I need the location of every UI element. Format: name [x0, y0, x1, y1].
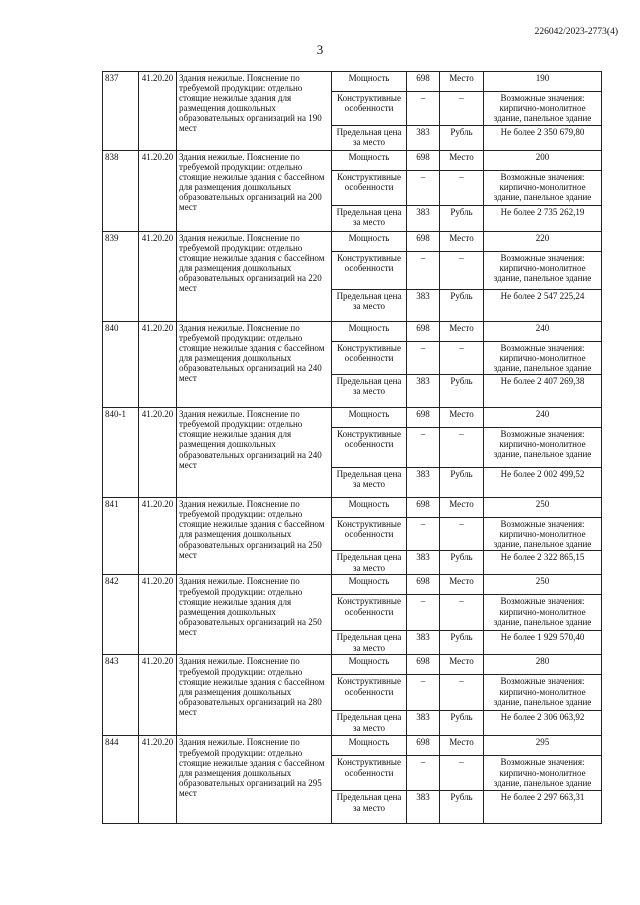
okpd-code: 41.20.20: [139, 322, 177, 408]
product-description: Здания нежилые. Пояснение по требуемой продукции: отдельно стоящие нежилые здания для размещения дошкольных образовательных организаций на 190 мест: [177, 72, 332, 151]
characteristic-value: Возможные значения: кирпично-монолитное здание, панельное здание: [484, 756, 602, 791]
product-description: Здания нежилые. Пояснение по требуемой продукции: отдельно стоящие нежилые здания с бассейном для размещения дошкольных образовательных организаций на 200 мест: [177, 151, 332, 232]
unit-name: –: [440, 171, 484, 206]
unit-name: –: [440, 675, 484, 711]
characteristic-name: Конструктивные особенности: [332, 171, 407, 206]
okei-code: 698: [407, 498, 440, 518]
characteristic-value: Не более 2 547 225,24: [484, 290, 602, 322]
unit-name: –: [440, 518, 484, 551]
characteristic-name: Предельная цена за место: [332, 711, 407, 736]
unit-name: Место: [440, 498, 484, 518]
characteristic-value: Не более 2 002 499,52: [484, 468, 602, 498]
unit-name: Место: [440, 151, 484, 171]
okei-code: –: [407, 171, 440, 206]
characteristic-name: Предельная цена за место: [332, 290, 407, 322]
characteristic-value: 240: [484, 408, 602, 428]
okei-code: 698: [407, 655, 440, 675]
okpd-code: 41.20.20: [139, 655, 177, 736]
characteristic-name: Мощность: [332, 232, 407, 252]
okei-code: 383: [407, 206, 440, 232]
okei-code: 698: [407, 232, 440, 252]
product-description: Здания нежилые. Пояснение по требуемой продукции: отдельно стоящие нежилые здания с бассейном для размещения дошкольных образовательных организаций на 250 мест: [177, 498, 332, 575]
unit-name: Рубль: [440, 631, 484, 655]
product-description: Здания нежилые. Пояснение по требуемой продукции: отдельно стоящие нежилые здания для размещения дошкольных образовательных организаций на 250 мест: [177, 575, 332, 655]
okei-code: 383: [407, 631, 440, 655]
characteristic-name: Предельная цена за место: [332, 206, 407, 232]
okpd-code: 41.20.20: [139, 151, 177, 232]
procurement-table: [102, 71, 602, 824]
okei-code: –: [407, 92, 440, 126]
product-description: Здания нежилые. Пояснение по требуемой продукции: отдельно стоящие нежилые здания для размещения дошкольных образовательных организаций на 240 мест: [177, 408, 332, 498]
okei-code: 383: [407, 468, 440, 498]
table-row: [103, 736, 602, 756]
okei-code: –: [407, 595, 440, 631]
okpd-code: 41.20.20: [139, 498, 177, 575]
characteristic-value: Не более 2 297 663,31: [484, 791, 602, 824]
characteristic-name: Мощность: [332, 736, 407, 756]
characteristic-value: Не более 2 306 063,92: [484, 711, 602, 736]
characteristic-value: Возможные значения: кирпично-монолитное здание, панельное здание: [484, 675, 602, 711]
characteristic-value: 295: [484, 736, 602, 756]
okei-code: 383: [407, 711, 440, 736]
table-row: [103, 655, 602, 675]
characteristic-name: Предельная цена за место: [332, 468, 407, 498]
okei-code: 383: [407, 791, 440, 824]
characteristic-value: 280: [484, 655, 602, 675]
unit-name: Место: [440, 655, 484, 675]
unit-name: Рубль: [440, 375, 484, 408]
characteristic-value: Возможные значения: кирпично-монолитное здание, панельное здание: [484, 171, 602, 206]
characteristic-name: Мощность: [332, 408, 407, 428]
product-description: Здания нежилые. Пояснение по требуемой продукции: отдельно стоящие нежилые здания с бассейном для размещения дошкольных образовательных организаций на 240 мест: [177, 322, 332, 408]
characteristic-value: Не более 2 735 262,19: [484, 206, 602, 232]
row-number: 840: [103, 322, 139, 408]
okei-code: 383: [407, 551, 440, 575]
characteristic-name: Мощность: [332, 575, 407, 595]
unit-name: Место: [440, 736, 484, 756]
okei-code: 698: [407, 408, 440, 428]
unit-name: Место: [440, 322, 484, 342]
okei-code: –: [407, 252, 440, 290]
characteristic-name: Конструктивные особенности: [332, 518, 407, 551]
characteristic-value: Возможные значения: кирпично-монолитное здание, панельное здание: [484, 92, 602, 126]
table-row: [103, 151, 602, 171]
page-number: 3: [316, 42, 324, 57]
unit-name: –: [440, 595, 484, 631]
unit-name: Место: [440, 232, 484, 252]
okei-code: 698: [407, 151, 440, 171]
okei-code: 383: [407, 375, 440, 408]
characteristic-name: Предельная цена за место: [332, 551, 407, 575]
characteristic-value: 200: [484, 151, 602, 171]
okpd-code: 41.20.20: [139, 408, 177, 498]
characteristic-value: Возможные значения: кирпично-монолитное здание, панельное здание: [484, 518, 602, 551]
unit-name: Рубль: [440, 290, 484, 322]
characteristic-value: 240: [484, 322, 602, 342]
characteristic-name: Конструктивные особенности: [332, 756, 407, 791]
unit-name: –: [440, 756, 484, 791]
characteristic-name: Мощность: [332, 322, 407, 342]
product-description: Здания нежилые. Пояснение по требуемой продукции: отдельно стоящие нежилые здания с бассейном для размещения дошкольных образовательных организаций на 220 мест: [177, 232, 332, 322]
table-row: [103, 322, 602, 342]
characteristic-name: Конструктивные особенности: [332, 675, 407, 711]
product-description: Здания нежилые. Пояснение по требуемой продукции: отдельно стоящие нежилые здания с бассейном для размещения дошкольных образовательных организаций на 280 мест: [177, 655, 332, 736]
characteristic-value: Не более 2 407 269,38: [484, 375, 602, 408]
okei-code: 698: [407, 575, 440, 595]
table-row: [103, 408, 602, 428]
characteristic-name: Мощность: [332, 72, 407, 92]
table-row: [103, 232, 602, 252]
characteristic-value: Не более 2 322 865,15: [484, 551, 602, 575]
unit-name: –: [440, 428, 484, 468]
product-description: Здания нежилые. Пояснение по требуемой продукции: отдельно стоящие нежилые здания с бассейном для размещения дошкольных образовательных организаций на 295 мест: [177, 736, 332, 824]
row-number: 842: [103, 575, 139, 655]
characteristic-name: Конструктивные особенности: [332, 428, 407, 468]
unit-name: Место: [440, 408, 484, 428]
characteristic-name: Мощность: [332, 655, 407, 675]
characteristic-value: Возможные значения: кирпично-монолитное здание, панельное здание: [484, 252, 602, 290]
row-number: 838: [103, 151, 139, 232]
row-number: 841: [103, 498, 139, 575]
table-row: [103, 498, 602, 518]
characteristic-value: Возможные значения: кирпично-монолитное здание, панельное здание: [484, 342, 602, 375]
row-number: 839: [103, 232, 139, 322]
characteristic-value: Не более 2 350 679,80: [484, 126, 602, 151]
unit-name: Рубль: [440, 711, 484, 736]
okei-code: –: [407, 675, 440, 711]
okei-code: –: [407, 428, 440, 468]
okei-code: 383: [407, 290, 440, 322]
characteristic-value: Не более 1 929 570,40: [484, 631, 602, 655]
unit-name: Рубль: [440, 468, 484, 498]
okpd-code: 41.20.20: [139, 575, 177, 655]
table-row: [103, 575, 602, 595]
characteristic-name: Предельная цена за место: [332, 791, 407, 824]
table-row: [103, 72, 602, 92]
row-number: 837: [103, 72, 139, 151]
characteristic-name: Предельная цена за место: [332, 126, 407, 151]
characteristic-value: Возможные значения: кирпично-монолитное здание, панельное здание: [484, 595, 602, 631]
row-number: 840-1: [103, 408, 139, 498]
characteristic-name: Конструктивные особенности: [332, 342, 407, 375]
row-number: 843: [103, 655, 139, 736]
unit-name: Рубль: [440, 126, 484, 151]
characteristic-value: 220: [484, 232, 602, 252]
document-id: 226042/2023-2773(4): [534, 27, 618, 37]
unit-name: Место: [440, 72, 484, 92]
unit-name: Рубль: [440, 206, 484, 232]
okei-code: –: [407, 342, 440, 375]
characteristic-name: Конструктивные особенности: [332, 252, 407, 290]
characteristic-name: Конструктивные особенности: [332, 595, 407, 631]
okei-code: 698: [407, 322, 440, 342]
characteristic-value: 190: [484, 72, 602, 92]
okei-code: 698: [407, 72, 440, 92]
characteristic-name: Мощность: [332, 151, 407, 171]
characteristic-value: 250: [484, 498, 602, 518]
characteristic-name: Конструктивные особенности: [332, 92, 407, 126]
unit-name: Рубль: [440, 791, 484, 824]
characteristic-name: Предельная цена за место: [332, 631, 407, 655]
characteristic-name: Мощность: [332, 498, 407, 518]
okpd-code: 41.20.20: [139, 736, 177, 824]
okei-code: –: [407, 756, 440, 791]
okpd-code: 41.20.20: [139, 232, 177, 322]
okei-code: –: [407, 518, 440, 551]
okei-code: 383: [407, 126, 440, 151]
characteristic-value: 250: [484, 575, 602, 595]
unit-name: –: [440, 92, 484, 126]
unit-name: –: [440, 342, 484, 375]
okpd-code: 41.20.20: [139, 72, 177, 151]
unit-name: Место: [440, 575, 484, 595]
characteristic-value: Возможные значения: кирпично-монолитное здание, панельное здание: [484, 428, 602, 468]
unit-name: Рубль: [440, 551, 484, 575]
okei-code: 698: [407, 736, 440, 756]
characteristic-name: Предельная цена за место: [332, 375, 407, 408]
row-number: 844: [103, 736, 139, 824]
unit-name: –: [440, 252, 484, 290]
